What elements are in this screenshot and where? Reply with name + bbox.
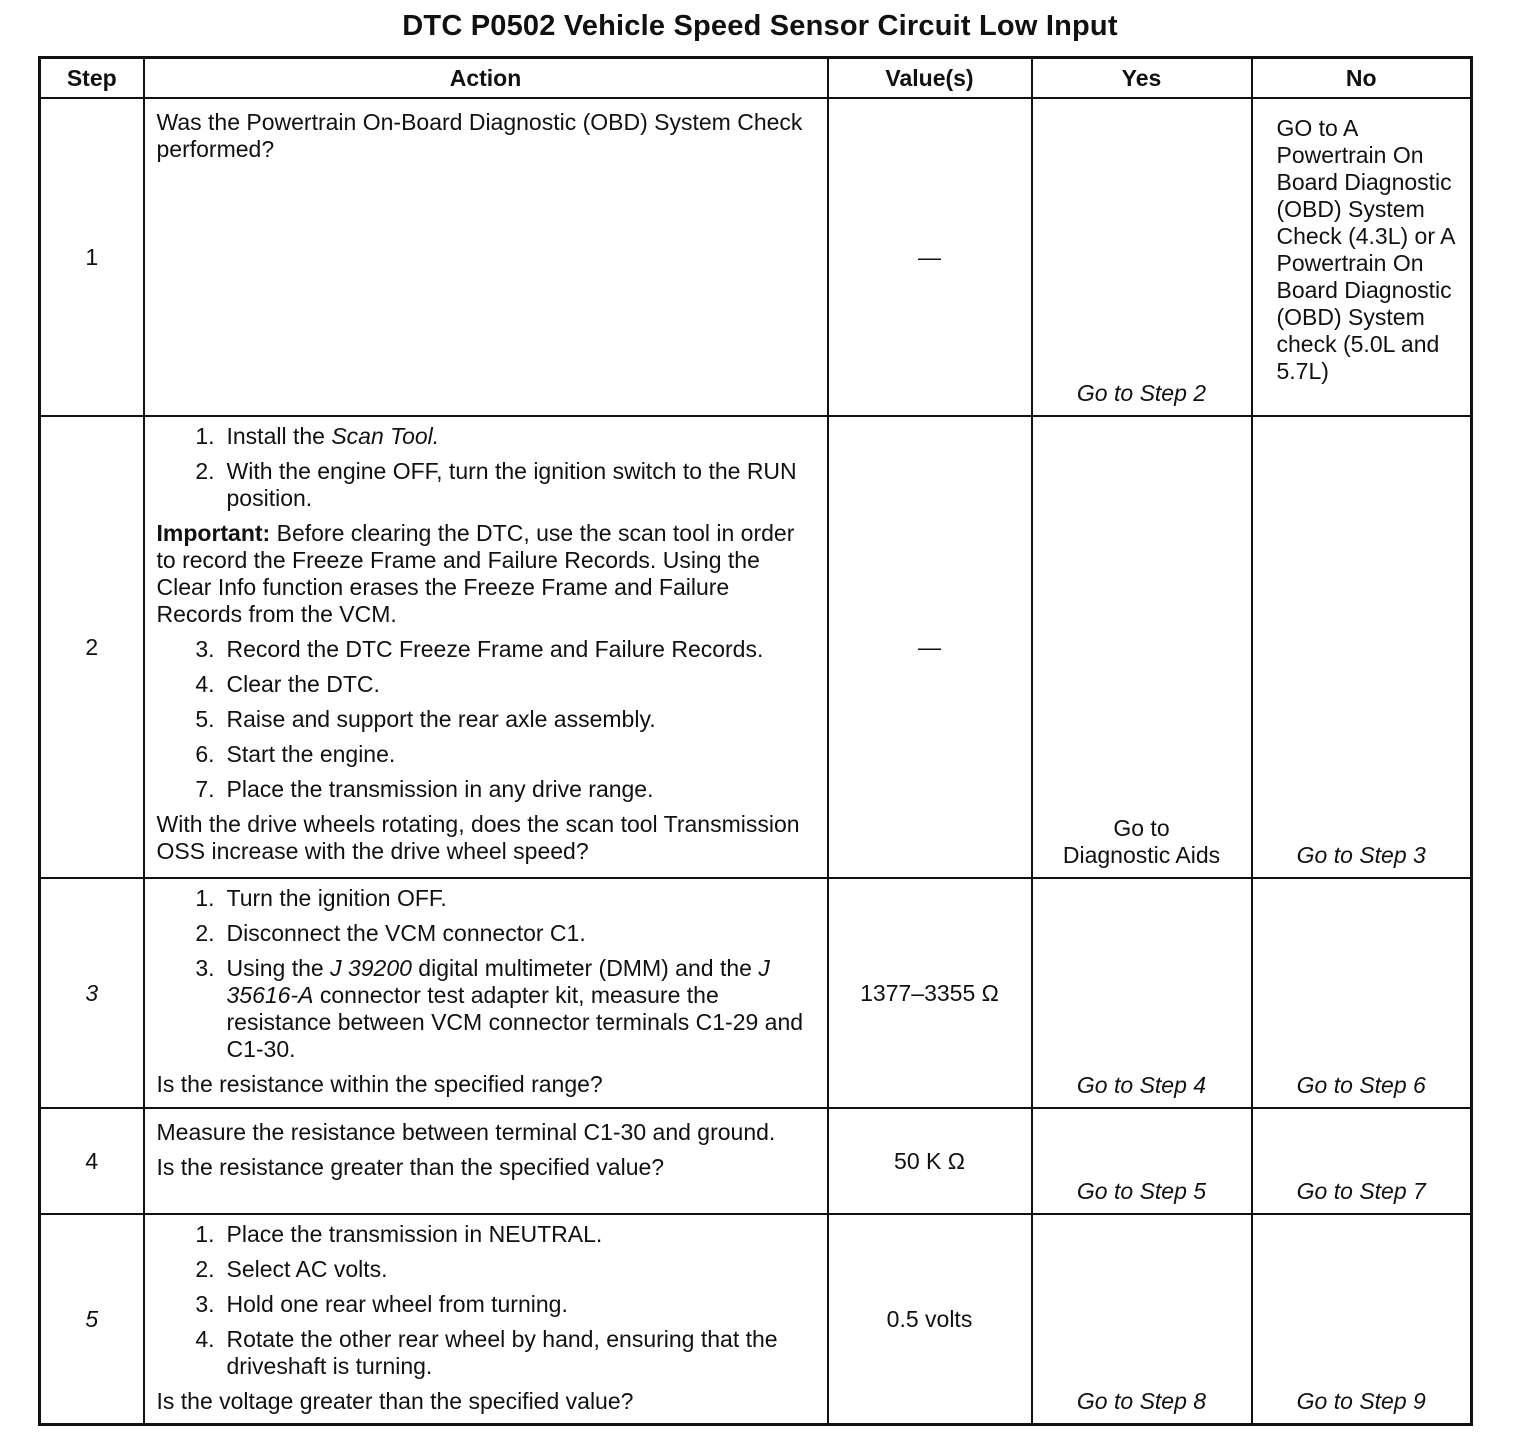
- item-number: 7.: [195, 776, 215, 802]
- list-item: [157, 920, 817, 947]
- go-to-step-3-link[interactable]: Go to Step 3: [1296, 842, 1426, 868]
- item-number: 5.: [195, 706, 215, 732]
- yes-cell: [1032, 416, 1252, 878]
- item-number: 1.: [195, 885, 215, 911]
- no-cell: [1252, 1214, 1472, 1425]
- action-cell: [144, 878, 828, 1108]
- table-header-row: [40, 58, 1472, 99]
- action-cell: [144, 1108, 828, 1214]
- item-number: 3.: [195, 955, 215, 981]
- important-note: [157, 520, 817, 628]
- item-number: 6.: [195, 741, 215, 767]
- header-step: Step: [40, 58, 144, 99]
- go-to-step-9-link[interactable]: Go to Step 9: [1296, 1388, 1426, 1414]
- list-item: [157, 1291, 817, 1318]
- action-text: Measure the resistance between terminal C1-30 and ground.: [156, 1119, 776, 1145]
- important-text: Before clearing the DTC, use the scan tool in order to record the Freeze Frame and Failure Records. Using the Clear Info function erases the Freeze Frame and Failure Records from the VCM.: [156, 520, 795, 627]
- item-text: Clear the DTC.: [226, 671, 380, 697]
- action-question: Was the Powertrain On-Board Diagnostic (OBD) System Check performed?: [156, 109, 803, 162]
- go-to-step-5-link[interactable]: Go to Step 5: [1076, 1178, 1207, 1204]
- no-cell: [1252, 878, 1472, 1108]
- go-to-step-6-link[interactable]: Go to Step 6: [1296, 1072, 1426, 1098]
- step-number: 1: [40, 98, 144, 416]
- item-number: 1.: [195, 423, 215, 449]
- table-row-step-2: [40, 416, 1472, 878]
- step-number: 2: [40, 416, 144, 878]
- table-row-step-1: [40, 98, 1472, 416]
- list-item: [157, 458, 817, 512]
- list-item: [157, 671, 817, 698]
- link-line: Diagnostic Aids: [1062, 842, 1221, 868]
- value-cell: —: [828, 98, 1032, 416]
- item-number: 2.: [195, 458, 215, 484]
- list-item: [157, 1256, 817, 1283]
- item-text: Place the transmission in any drive range.: [226, 776, 654, 802]
- table-row-step-5: [40, 1214, 1472, 1425]
- no-cell: [1252, 416, 1472, 878]
- action-cell: [144, 98, 828, 416]
- instruction-list: [157, 885, 817, 1063]
- list-item: [157, 423, 817, 450]
- item-text: Place the transmission in NEUTRAL.: [226, 1221, 603, 1247]
- link-line: Go to: [1113, 815, 1170, 841]
- list-item: [157, 776, 817, 803]
- header-values: Value(s): [828, 58, 1032, 99]
- item-text: Record the DTC Freeze Frame and Failure Records.: [226, 636, 764, 662]
- diagnostic-table: [38, 56, 1473, 1426]
- action-question: Is the voltage greater than the specified value?: [156, 1388, 634, 1414]
- no-cell: [1252, 1108, 1472, 1214]
- value-cell: 50 K Ω: [828, 1108, 1032, 1214]
- item-text: Hold one rear wheel from turning.: [226, 1291, 568, 1317]
- list-item: [157, 741, 817, 768]
- yes-cell: [1032, 98, 1252, 416]
- item-text: Disconnect the VCM connector C1.: [226, 920, 586, 946]
- obd-system-check-link[interactable]: GO to A Powertrain On Board Diagnostic (OBD) System Check (4.3L) or A Powertrain On Board Diagnostic (OBD) System check (5.0L and 5.7L): [1276, 115, 1455, 384]
- action-cell: [144, 416, 828, 878]
- item-text: Install the Scan Tool.: [226, 423, 440, 449]
- instruction-list: [157, 423, 817, 512]
- tool-number: J 35616-A: [226, 955, 770, 1008]
- go-to-step-4-link[interactable]: Go to Step 4: [1076, 1072, 1207, 1098]
- action-cell: [144, 1214, 828, 1425]
- list-item: [157, 636, 817, 663]
- item-text: Turn the ignition OFF.: [226, 885, 447, 911]
- table-row-step-3: [40, 878, 1472, 1108]
- yes-cell: [1032, 1108, 1252, 1214]
- tool-number: J 39200: [330, 955, 412, 981]
- header-yes: Yes: [1032, 58, 1252, 99]
- go-to-step-8-link[interactable]: Go to Step 8: [1076, 1388, 1207, 1414]
- header-action: Action: [144, 58, 828, 99]
- value-cell: 1377–3355 Ω: [828, 878, 1032, 1108]
- item-number: 3.: [195, 1291, 215, 1317]
- page-title: DTC P0502 Vehicle Speed Sensor Circuit Low Input: [402, 10, 1118, 42]
- item-number: 4.: [195, 1326, 215, 1352]
- instruction-list: [157, 1221, 817, 1380]
- list-item: [157, 1326, 817, 1380]
- value-cell: 0.5 volts: [828, 1214, 1032, 1425]
- item-number: 2.: [195, 1256, 215, 1282]
- item-text: Raise and support the rear axle assembly.: [226, 706, 656, 732]
- item-text: Start the engine.: [226, 741, 396, 767]
- step-number: 5: [40, 1214, 144, 1425]
- item-text: Select AC volts.: [226, 1256, 388, 1282]
- item-number: 4.: [195, 671, 215, 697]
- header-no: No: [1252, 58, 1472, 99]
- item-number: 2.: [195, 920, 215, 946]
- yes-cell: [1032, 878, 1252, 1108]
- item-text: With the engine OFF, turn the ignition switch to the RUN position.: [226, 458, 797, 511]
- no-cell: [1252, 98, 1472, 416]
- step-number: 4: [40, 1108, 144, 1214]
- value-cell: —: [828, 416, 1032, 878]
- action-question: With the drive wheels rotating, does the scan tool Transmission OSS increase with the drive wheel speed?: [156, 811, 800, 864]
- go-to-step-2-link[interactable]: Go to Step 2: [1076, 380, 1207, 406]
- action-question: Is the resistance within the specified range?: [156, 1071, 603, 1097]
- go-to-diagnostic-aids-link[interactable]: [1033, 815, 1251, 869]
- scan-tool-term: Scan Tool.: [331, 423, 440, 449]
- item-text: Using the J 39200 digital multimeter (DMM) and the J 35616-A connector test adapter kit, measure the resistance between VCM connector terminals C1-29 and C1-30.: [226, 955, 804, 1062]
- list-item: [157, 1221, 817, 1248]
- item-text: Rotate the other rear wheel by hand, ensuring that the driveshaft is turning.: [226, 1326, 778, 1379]
- list-item: [157, 706, 817, 733]
- list-item: [157, 885, 817, 912]
- important-label: Important:: [156, 520, 271, 546]
- action-question: Is the resistance greater than the specified value?: [156, 1154, 665, 1180]
- instruction-list: [157, 636, 817, 803]
- item-number: 1.: [195, 1221, 215, 1247]
- list-item: [157, 955, 817, 1063]
- item-number: 3.: [195, 636, 215, 662]
- step-number: 3: [40, 878, 144, 1108]
- yes-cell: [1032, 1214, 1252, 1425]
- go-to-step-7-link[interactable]: Go to Step 7: [1296, 1178, 1426, 1204]
- table-row-step-4: [40, 1108, 1472, 1214]
